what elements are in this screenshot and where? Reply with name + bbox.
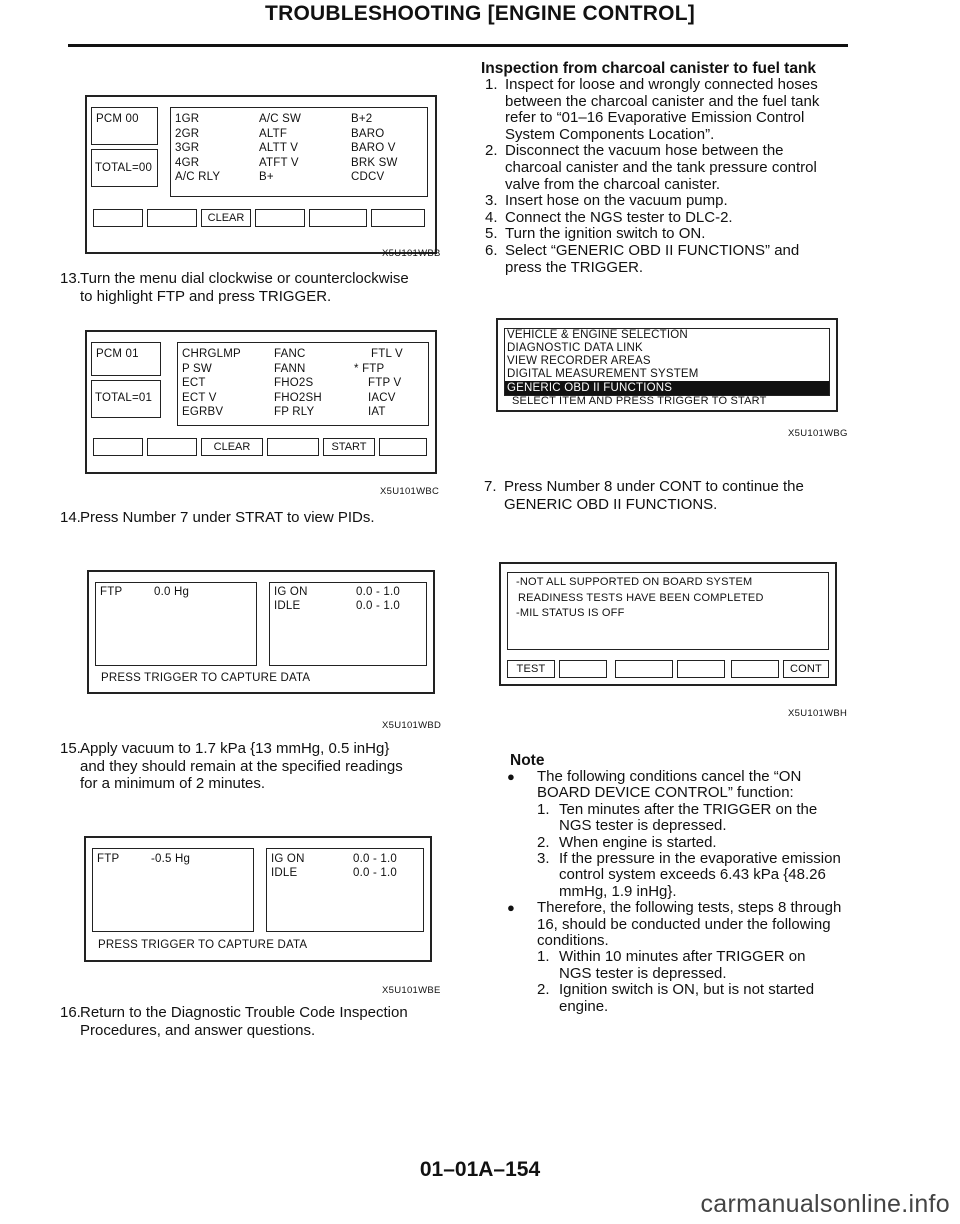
total-label-box [91, 149, 158, 187]
list-item: 3. If the pressure in the evaporative emission control system exceeds 6.43 kPa {48.26 mmHg, 1.9 inHg}. [537, 850, 841, 900]
pid-item: FHO2S [274, 377, 314, 389]
pid-item: FHO2SH [274, 391, 322, 404]
step-number: 15. [60, 740, 81, 757]
mil-status-line: -MIL STATUS IS OFF [516, 607, 625, 619]
pid-item: FTP V [368, 377, 402, 389]
screen-prompt: SELECT ITEM AND PRESS TRIGGER TO START [512, 395, 767, 407]
pid-list-box [170, 107, 428, 197]
menu-item-digital-measurement-system[interactable]: DIGITAL MEASUREMENT SYSTEM [505, 368, 829, 382]
function-key-6[interactable] [379, 438, 427, 456]
note-body [505, 769, 865, 1015]
ftp-label: FTP [100, 586, 123, 598]
step-text-line: Press Number 8 under CONT to continue the [504, 478, 804, 495]
step-text-line: GENERIC OBD II FUNCTIONS. [504, 495, 718, 513]
pid-item: A/C RLY [175, 171, 221, 183]
figure-caption: X5U101WBE [382, 985, 441, 996]
test-key[interactable]: TEST [507, 660, 555, 678]
menu-item-diagnostic-data-link[interactable]: DIAGNOSTIC DATA LINK [507, 342, 643, 354]
step-text-line: for a minimum of 2 minutes. [80, 775, 266, 792]
pid-item: A/C SW [259, 113, 302, 125]
pid-col-3 [351, 112, 398, 185]
pid-item: * FTP [354, 362, 385, 375]
section-heading: Inspection from charcoal canister to fuel tank [481, 60, 817, 77]
tester-screen-ftp-data-1 [87, 570, 435, 694]
step-number: 14. [60, 509, 81, 526]
function-key-5[interactable] [309, 209, 367, 227]
start-key[interactable]: START [323, 438, 375, 456]
pid-item: B+ [259, 171, 274, 183]
total-label: TOTAL=00 [95, 162, 153, 174]
condition-box [266, 848, 424, 932]
pid-item: 1GR [175, 113, 200, 125]
figure-caption: X5U101WBB [382, 248, 441, 259]
step-text-line: Procedures, and answer questions. [80, 1021, 316, 1039]
list-item: 2. Disconnect the vacuum hose between the charcoal canister and the tank pressure control valve from the charcoal canister. [485, 142, 817, 193]
ftp-value: 0.0 Hg [154, 586, 190, 598]
list-item: 1. Within 10 minutes after TRIGGER on NGS tester is depressed. [537, 948, 806, 982]
pcm-label: PCM 01 [96, 348, 139, 360]
pcm-label-box [91, 107, 158, 145]
step-number: 13. [60, 270, 81, 287]
pid-item: ECT V [182, 391, 217, 404]
pid-item: BARO [351, 127, 385, 140]
list-item: 2. When engine is started. [537, 833, 717, 851]
list-item: 5. Turn the ignition switch to ON. [485, 225, 706, 243]
pid-item: BARO V [351, 142, 396, 154]
pid-col-3 [354, 347, 403, 420]
function-key-2[interactable] [559, 660, 607, 678]
pcm-label: PCM 00 [96, 113, 139, 125]
function-key-2[interactable] [147, 209, 197, 227]
step-text-line: and they should remain at the specified readings [80, 757, 403, 775]
pid-item: EGRBV [182, 406, 224, 418]
tester-screen-pid-list-2 [85, 330, 437, 474]
ig-on-range: 0.0 - 1.0 [356, 586, 400, 598]
pid-item: 3GR [175, 142, 200, 154]
condition-box [269, 582, 427, 666]
list-item: 1. Inspect for loose and wrongly connected hoses between the charcoal canister and the fuel tank refer to “01–16 Evaporative Emission Control System Components Location”. [485, 76, 820, 143]
ftp-value: -0.5 Hg [151, 853, 191, 865]
figure-caption: X5U101WBG [788, 428, 848, 439]
pid-item: ALTT V [259, 142, 299, 154]
note-bullet: ● The following conditions cancel the “ON BOARD DEVICE CONTROL” function: [507, 768, 802, 802]
function-key-1[interactable] [93, 209, 143, 227]
list-item: 4. Connect the NGS tester to DLC-2. [485, 208, 733, 226]
title-rule [68, 44, 848, 47]
tester-screen-readiness [499, 562, 837, 686]
pid-item: BRK SW [351, 156, 398, 169]
figure-caption: X5U101WBC [380, 486, 440, 497]
page-number: 01–01A–154 [419, 1158, 541, 1181]
pid-item: FANC [274, 348, 306, 360]
idle-label: IDLE [274, 600, 301, 612]
tester-screen-pid-list-1 [85, 95, 437, 254]
idle-label: IDLE [271, 867, 298, 879]
total-label-box [91, 380, 161, 418]
ig-on-range: 0.0 - 1.0 [353, 853, 397, 865]
pid-item: FP RLY [274, 406, 315, 418]
list-item: 1. Ten minutes after the TRIGGER on the NGS tester is depressed. [537, 800, 818, 835]
ftp-value-box [95, 582, 257, 666]
pid-col-2 [274, 347, 322, 420]
pid-col-1 [175, 112, 220, 185]
ig-on-label: IG ON [271, 853, 305, 865]
step-number: 16. [60, 1004, 81, 1021]
step-text-line: Return to the Diagnostic Trouble Code Inspection [80, 1004, 408, 1021]
pid-item: CDCV [351, 171, 385, 183]
note-bullet: ● Therefore, the following tests, steps 8 through 16, should be conducted under the following conditions. [507, 899, 842, 950]
step-text-line: Press Number 7 under STRAT to view PIDs. [80, 509, 375, 526]
function-key-5[interactable] [731, 660, 779, 678]
list-item: 3. Insert hose on the vacuum pump. [485, 192, 728, 210]
pid-item: B+2 [351, 113, 373, 125]
idle-range: 0.0 - 1.0 [353, 867, 397, 879]
step-text-line: to highlight FTP and press TRIGGER. [80, 287, 332, 305]
pid-item: 2GR [175, 127, 200, 140]
note-title: Note [510, 752, 545, 769]
step-number: 7. [484, 478, 497, 495]
pid-col-1 [182, 347, 241, 420]
screen-prompt: PRESS TRIGGER TO CAPTURE DATA [101, 672, 311, 684]
list-item: 6. Select “GENERIC OBD II FUNCTIONS” and press the TRIGGER. [485, 241, 800, 276]
ftp-label: FTP [97, 853, 120, 865]
readiness-message-box [507, 572, 829, 650]
menu-item-vehicle-engine-selection[interactable]: VEHICLE & ENGINE SELECTION [507, 329, 688, 341]
screen-prompt: PRESS TRIGGER TO CAPTURE DATA [98, 939, 308, 951]
pcm-label-box [91, 342, 161, 376]
function-key-4[interactable] [267, 438, 319, 456]
pid-item: IAT [368, 406, 386, 418]
ftp-value-box [92, 848, 254, 932]
step-text-line: Apply vacuum to 1.7 kPa {13 mmHg, 0.5 inHg} [80, 740, 390, 757]
total-label: TOTAL=01 [95, 392, 153, 404]
idle-range: 0.0 - 1.0 [356, 600, 400, 612]
pid-item: ATFT V [259, 156, 299, 169]
pid-list-box [177, 342, 429, 426]
tester-screen-ftp-data-2 [84, 836, 432, 962]
ig-on-label: IG ON [274, 586, 308, 598]
pid-item: IACV [368, 391, 396, 404]
function-key-2[interactable] [147, 438, 197, 456]
pid-item: FANN [274, 362, 306, 375]
pid-col-2 [259, 112, 301, 185]
clear-key[interactable]: CLEAR [201, 438, 263, 456]
figure-caption: X5U101WBH [788, 708, 848, 719]
function-key-4[interactable] [255, 209, 305, 227]
clear-key[interactable]: CLEAR [201, 209, 251, 227]
page-title: TROUBLESHOOTING [ENGINE CONTROL] [265, 2, 695, 25]
list-item: 2. Ignition switch is ON, but is not started engine. [537, 981, 815, 1015]
pid-item: ECT [182, 377, 206, 389]
menu-box [504, 328, 830, 396]
readiness-line: READINESS TESTS HAVE BEEN COMPLETED [518, 591, 764, 604]
menu-item-generic-obd-ii-functions[interactable]: GENERIC OBD II FUNCTIONS [505, 382, 829, 395]
function-key-4[interactable] [677, 660, 725, 678]
cont-key[interactable]: CONT [783, 660, 829, 678]
function-key-6[interactable] [371, 209, 425, 227]
pid-item: 4GR [175, 156, 200, 169]
readiness-line: -NOT ALL SUPPORTED ON BOARD SYSTEM [516, 576, 753, 588]
pid-item: FTL V [371, 348, 403, 360]
function-key-3[interactable] [615, 660, 673, 678]
tester-screen-main-menu [496, 318, 838, 412]
pid-item: CHRGLMP [182, 348, 241, 360]
pid-item: ALTF [259, 127, 288, 140]
inspection-steps [485, 77, 865, 276]
watermark-url[interactable]: carmanualsonline.info [700, 1190, 950, 1218]
figure-caption: X5U101WBD [382, 720, 442, 731]
function-key-1[interactable] [93, 438, 143, 456]
pid-item: P SW [182, 362, 212, 375]
menu-item-view-recorder-areas[interactable]: VIEW RECORDER AREAS [507, 355, 651, 367]
step-text-line: Turn the menu dial clockwise or counterclockwise [80, 270, 409, 287]
